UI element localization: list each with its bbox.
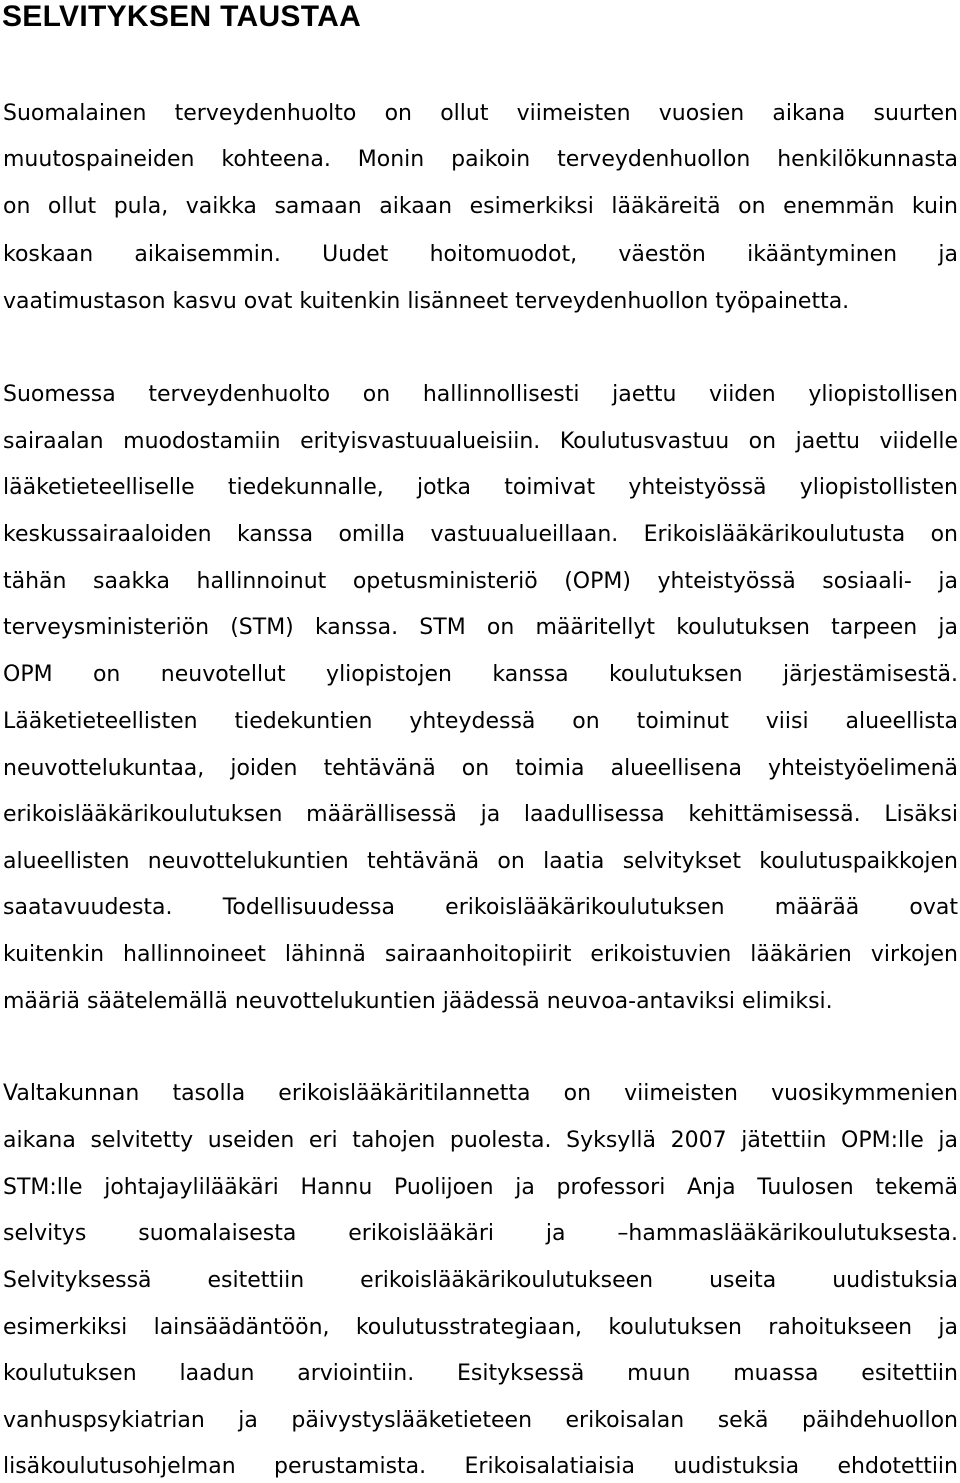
text-line: Suomessa terveydenhuolto on hallinnollisesti jaettu viiden yliopistollisen [3,382,958,407]
text-line: Selvityksessä esitettiin erikoislääkärikoulutukseen useita uudistuksia [3,1268,958,1293]
text-line: vanhuspsykiatrian ja päivystyslääketieteen erikoisalan sekä päihdehuollon [3,1408,958,1433]
text-line: lisäkoulutusohjelman perustamista. Erikoisalatiaisia uudistuksia ehdotettiin [3,1454,958,1479]
text-line: saatavuudesta. Todellisuudessa erikoislääkärikoulutuksen määrää ovat [3,895,958,920]
text-line: sairaalan muodostamiin erityisvastuualueisiin. Koulutusvastuu on jaettu viidelle [3,429,958,454]
text-line: määriä säätelemällä neuvottelukuntien jäädessä neuvoa-antaviksi elimiksi. [3,989,833,1014]
text-line: erikoislääkärikoulutuksen määrällisessä ja laadullisessa kehittämisessä. Lisäksi [3,802,958,827]
text-line: Suomalainen terveydenhuolto on ollut viimeisten vuosien aikana suurten [3,101,958,126]
section-heading: SELVITYKSEN TAUSTAA [2,0,362,33]
text-line: STM:lle johtajaylilääkäri Hannu Puolijoen ja professori Anja Tuulosen tekemä [3,1175,958,1200]
text-line: selvitys suomalaisesta erikoislääkäri ja –hammaslääkärikoulutuksesta. [3,1221,958,1246]
text-line: neuvottelukuntaa, joiden tehtävänä on toimia alueellisena yhteistyöelimenä [3,756,958,781]
text-line: muutospaineiden kohteena. Monin paikoin terveydenhuollon henkilökunnasta [3,147,958,172]
text-line: alueellisten neuvottelukuntien tehtävänä on laatia selvitykset koulutuspaikkojen [3,849,958,874]
text-line: OPM on neuvotellut yliopistojen kanssa koulutuksen järjestämisestä. [3,662,958,687]
text-line: Valtakunnan tasolla erikoislääkäritilannetta on viimeisten vuosikymmenien [3,1081,958,1106]
text-line: tähän saakka hallinnoinut opetusministeriö (OPM) yhteistyössä sosiaali- ja [3,569,958,594]
text-line: vaatimustason kasvu ovat kuitenkin lisänneet terveydenhuollon työpainetta. [3,289,850,314]
text-line: on ollut pula, vaikka samaan aikaan esimerkiksi lääkäreitä on enemmän kuin [3,194,958,219]
text-line: koulutuksen laadun arviointiin. Esityksessä muun muassa esitettiin [3,1361,958,1386]
text-line: Lääketieteellisten tiedekuntien yhteydessä on toiminut viisi alueellista [3,709,958,734]
text-line: kuitenkin hallinnoineet lähinnä sairaanhoitopiirit erikoistuvien lääkärien virkojen [3,942,958,967]
text-line: lääketieteelliselle tiedekunnalle, jotka toimivat yhteistyössä yliopistollisten [3,475,958,500]
text-line: esimerkiksi lainsäädäntöön, koulutusstrategiaan, koulutuksen rahoitukseen ja [3,1315,958,1340]
text-line: koskaan aikaisemmin. Uudet hoitomuodot, väestön ikääntyminen ja [3,242,958,267]
text-line: terveysministeriön (STM) kanssa. STM on määritellyt koulutuksen tarpeen ja [3,615,958,640]
text-line: aikana selvitetty useiden eri tahojen puolesta. Syksyllä 2007 jätettiin OPM:lle ja [3,1128,958,1153]
text-line: keskussairaaloiden kanssa omilla vastuualueillaan. Erikoislääkärikoulutusta on [3,522,958,547]
